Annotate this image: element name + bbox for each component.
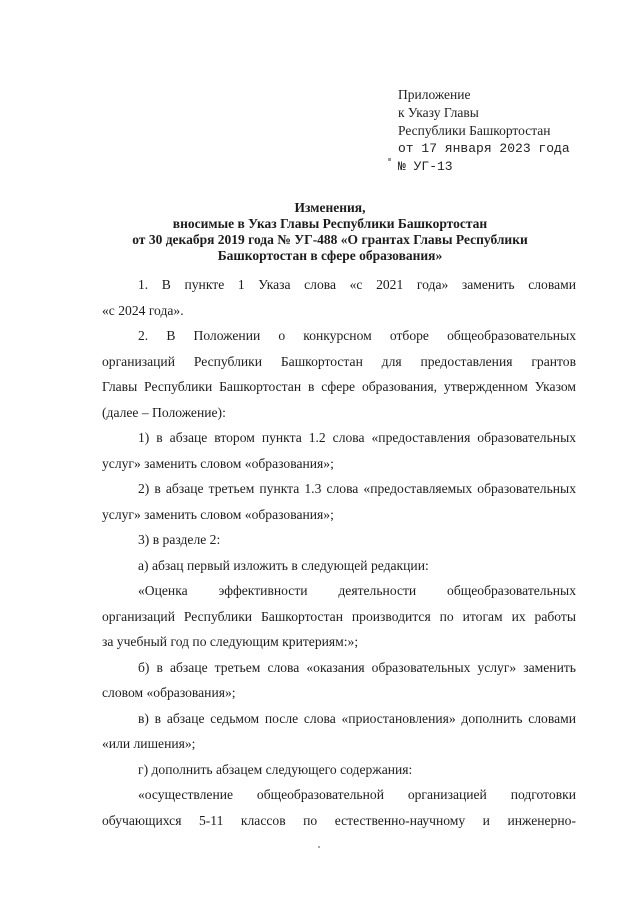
- appendix-header: [398, 86, 570, 176]
- appendix-number: № УГ-13: [398, 159, 453, 174]
- document-title: [110, 200, 550, 264]
- paragraph-line: в) в абзаце седьмом после слова «приостановления» дополнить словами: [138, 710, 576, 726]
- paragraph-line: услуг» заменить словом «образования»;: [102, 506, 334, 522]
- paragraph-line: 3) в разделе 2:: [138, 532, 221, 547]
- paragraph-line: за учебный год по следующим критериям:»;: [102, 634, 359, 649]
- paragraph-line: «осуществление общеобразовательной организацией подготовки: [138, 787, 576, 802]
- appendix-line: Республики Башкортостан: [398, 123, 551, 138]
- paragraph-line: «Оценка эффективности деятельности общеобразовательных: [138, 583, 576, 598]
- title-line: Изменения,: [294, 200, 366, 215]
- paragraph-line: организаций Республики Башкортостан для предоставления грантов: [102, 353, 576, 369]
- paragraph-line: «или лишения»;: [102, 736, 196, 751]
- scan-speck: [318, 846, 320, 848]
- appendix-line: Приложение: [398, 87, 471, 102]
- title-line: Башкортостан в сфере образования»: [217, 248, 443, 263]
- paragraph-line: 1. В пункте 1 Указа слова «с 2021 года» заменить словами: [138, 277, 576, 292]
- paragraph-line: б) в абзаце третьем слова «оказания образовательных услуг» заменить: [138, 659, 576, 675]
- paragraph-line: г) дополнить абзацем следующего содержания:: [138, 761, 413, 777]
- document-body: [102, 272, 576, 833]
- paragraph-line: услуг» заменить словом «образования»;: [102, 455, 334, 471]
- title-line: от 30 декабря 2019 года № УГ-488 «О грантах Главы Республики: [132, 232, 528, 247]
- paragraph-line: Главы Республики Башкортостан в сфере образования, утвержденном Указом: [102, 379, 576, 394]
- paragraph-line: (далее – Положение):: [102, 404, 226, 420]
- paragraph-line: обучающихся 5-11 классов по естественно-научному и инженерно-: [102, 812, 576, 828]
- scan-speck: [388, 158, 391, 161]
- paragraph-line: словом «образования»;: [102, 685, 236, 700]
- paragraph-line: а) абзац первый изложить в следующей редакции:: [138, 557, 429, 573]
- appendix-date: от 17 января 2023 года: [398, 141, 570, 156]
- title-line: вносимые в Указ Главы Республики Башкортостан: [172, 216, 488, 231]
- paragraph-line: 2) в абзаце третьем пункта 1.3 слова «предоставляемых образовательных: [138, 481, 576, 496]
- appendix-line: к Указу Главы: [398, 105, 479, 120]
- paragraph-line: «с 2024 года».: [102, 302, 184, 318]
- paragraph-line: организаций Республики Башкортостан производится по итогам их работы: [102, 608, 576, 624]
- paragraph-line: 1) в абзаце втором пункта 1.2 слова «предоставления образовательных: [138, 430, 576, 445]
- paragraph-line: 2. В Положении о конкурсном отборе общеобразовательных: [138, 328, 576, 343]
